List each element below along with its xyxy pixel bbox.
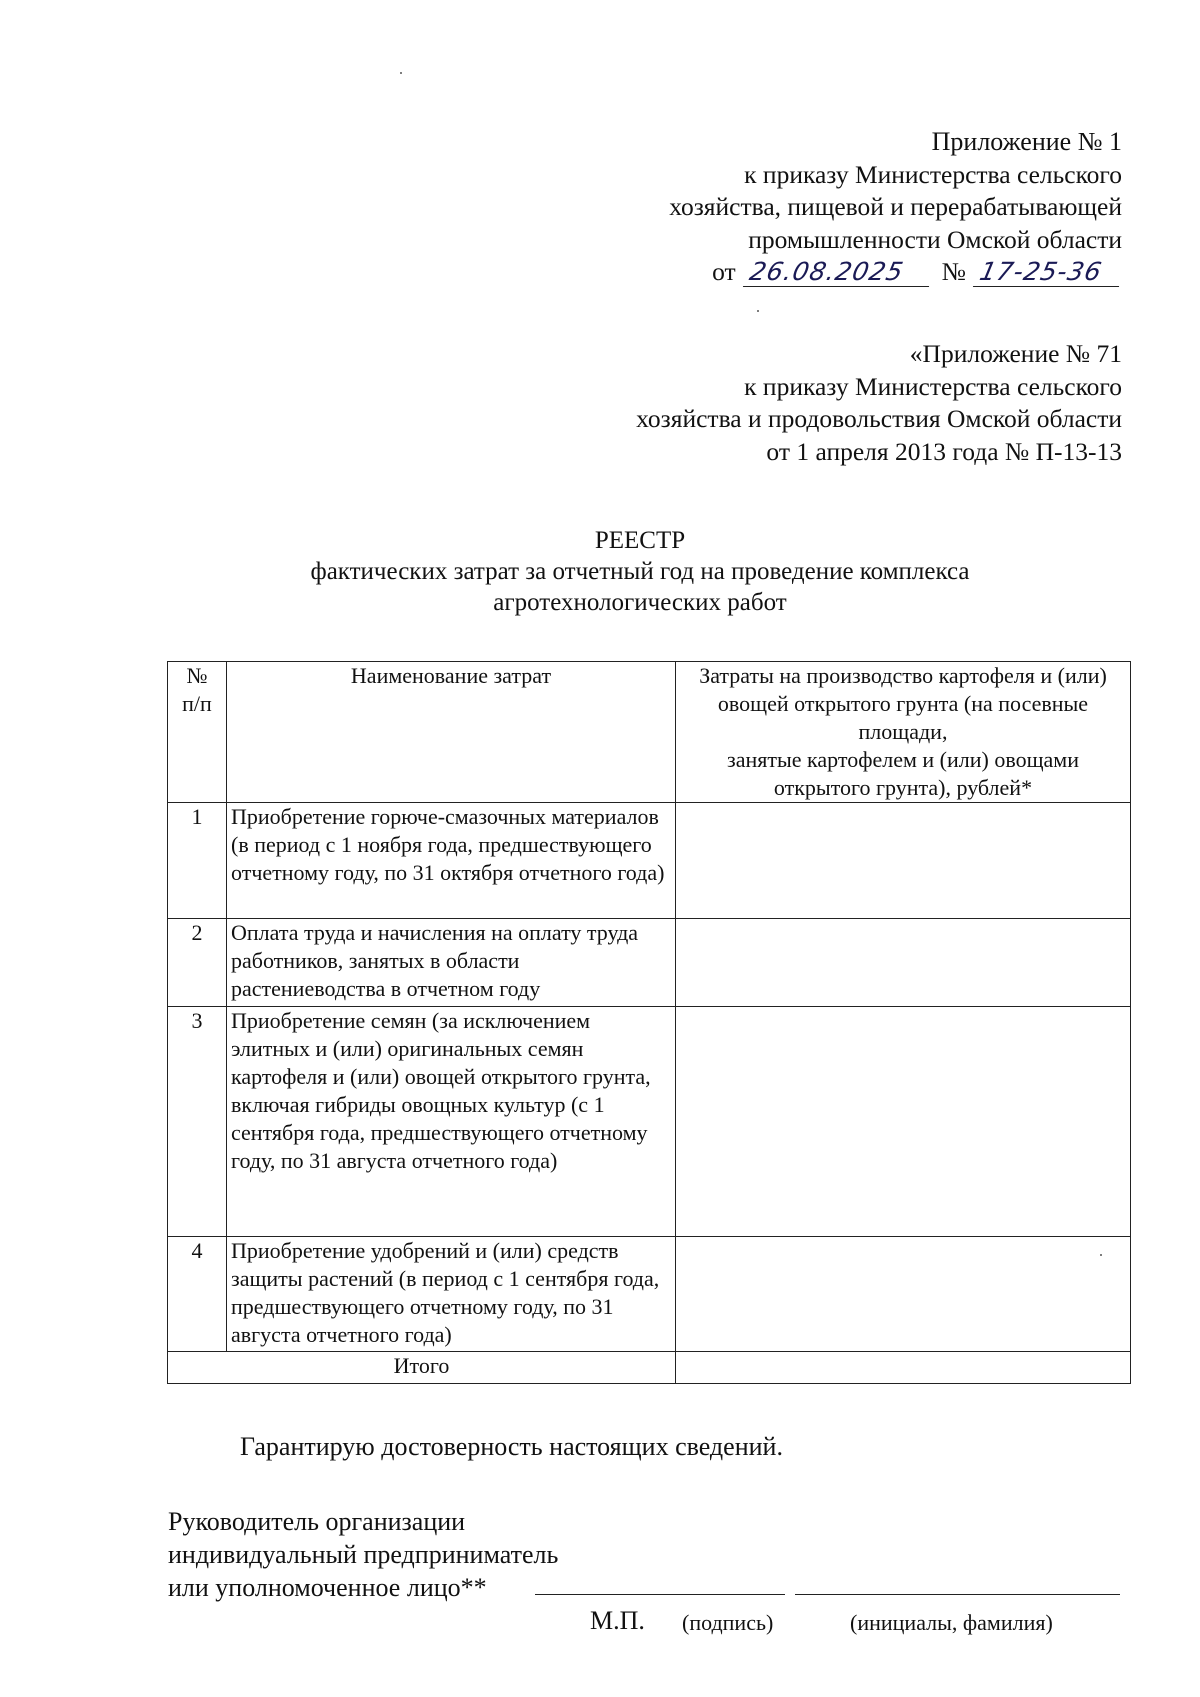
row-number: 2 <box>168 919 227 1007</box>
appendix-71-header <box>636 338 1122 468</box>
header-number <box>168 662 227 803</box>
appendix-1-line: хозяйства, пищевой и перерабатывающей <box>669 192 1122 221</box>
appendix-1-title: Приложение № 1 <box>931 127 1122 156</box>
appendix-71-title: «Приложение № 71 <box>909 339 1122 368</box>
total-value[interactable] <box>676 1352 1131 1384</box>
row-cost-value[interactable] <box>676 1237 1131 1352</box>
costs-table <box>167 661 1131 1384</box>
registry-heading: РЕЕСТР <box>594 527 686 554</box>
signer-line: Руководитель организации <box>168 1507 466 1536</box>
row-cost-name-part: Приобретение семян (за исключением элитных и (или) оригинальных семян картофеля и (или) овощей открытого грунта, включая гибриды овощных культур (с 1 <box>231 1008 651 1117</box>
signer-block <box>168 1505 558 1604</box>
row-cost-name: Оплата труда и начисления на оплату труда работников, занятых в области растениеводства в отчетном году <box>227 919 676 1007</box>
row-number: 4 <box>168 1237 227 1352</box>
row-cost-name: Приобретение удобрений и (или) средств защиты растений (в период с 1 сентября года, предшествующего отчетному году, по 31 августа отчетного года) <box>227 1237 676 1352</box>
from-label: от <box>712 257 736 286</box>
signer-line: или уполномоченное лицо** <box>168 1573 487 1602</box>
signature-caption: (подпись) <box>682 1610 774 1635</box>
appendix-71-line: от 1 апреля 2013 года № П-13-13 <box>766 436 1122 466</box>
row-cost-name <box>227 1007 676 1237</box>
table-header-row <box>168 662 1131 803</box>
appendix-71-line: к приказу Министерства сельского <box>744 371 1122 401</box>
number-label: № <box>941 257 966 286</box>
order-date-number <box>669 256 1122 289</box>
row-cost-value[interactable] <box>676 1007 1131 1237</box>
initials-field[interactable] <box>795 1594 1120 1595</box>
scan-speck <box>757 310 759 312</box>
handwritten-number: 17-25-36 <box>973 258 1125 287</box>
registry-subtitle: агротехнологических работ <box>493 589 787 616</box>
table-row <box>168 1237 1131 1352</box>
header-cost-amount <box>676 662 1131 803</box>
appendix-1-header <box>669 126 1122 289</box>
appendix-71-line: хозяйства и продовольствия Омской области <box>636 404 1122 433</box>
header-cost-line: открытого грунта), рублей* <box>773 775 1033 800</box>
table-total-row <box>168 1352 1131 1384</box>
scan-speck <box>400 72 402 74</box>
initials-caption: (инициалы, фамилия) <box>850 1610 1053 1635</box>
header-number-sign: № <box>186 663 208 688</box>
signature-field[interactable] <box>535 1594 785 1595</box>
total-label: Итого <box>168 1352 676 1384</box>
guarantee-statement: Гарантирую достоверность настоящих сведений. <box>240 1432 783 1461</box>
table-row <box>168 1007 1131 1237</box>
row-cost-name-part: сентября года, предшествующего отчетному году, по 31 августа отчетного года) <box>231 1120 648 1173</box>
signer-line: индивидуальный предприниматель <box>168 1540 559 1569</box>
registry-subtitle: фактических затрат за отчетный год на проведение комплекса <box>310 558 970 585</box>
header-cost-line: овощей открытого грунта (на посевные <box>717 691 1089 716</box>
header-cost-line: площади, <box>858 719 948 744</box>
table-row <box>168 803 1131 919</box>
row-cost-name: Приобретение горюче-смазочных материалов (в период с 1 ноября года, предшествующего отчетному году, по 31 октября отчетного года) <box>227 803 676 919</box>
header-cost-name: Наименование затрат <box>227 662 676 803</box>
handwritten-date: 26.08.2025 <box>743 258 935 287</box>
header-number-abbr: п/п <box>182 691 212 716</box>
row-cost-value[interactable] <box>676 803 1131 919</box>
registry-title <box>200 525 1080 618</box>
appendix-1-line: промышленности Омской области <box>748 224 1122 254</box>
appendix-1-line: к приказу Министерства сельского <box>744 159 1122 189</box>
row-number: 3 <box>168 1007 227 1237</box>
row-number: 1 <box>168 803 227 919</box>
header-cost-line: Затраты на производство картофеля и (или) <box>699 663 1107 688</box>
row-cost-value[interactable] <box>676 919 1131 1007</box>
table-row <box>168 919 1131 1007</box>
stamp-place-label: М.П. <box>590 1606 645 1635</box>
header-cost-line: занятые картофелем и (или) овощами <box>727 747 1079 772</box>
